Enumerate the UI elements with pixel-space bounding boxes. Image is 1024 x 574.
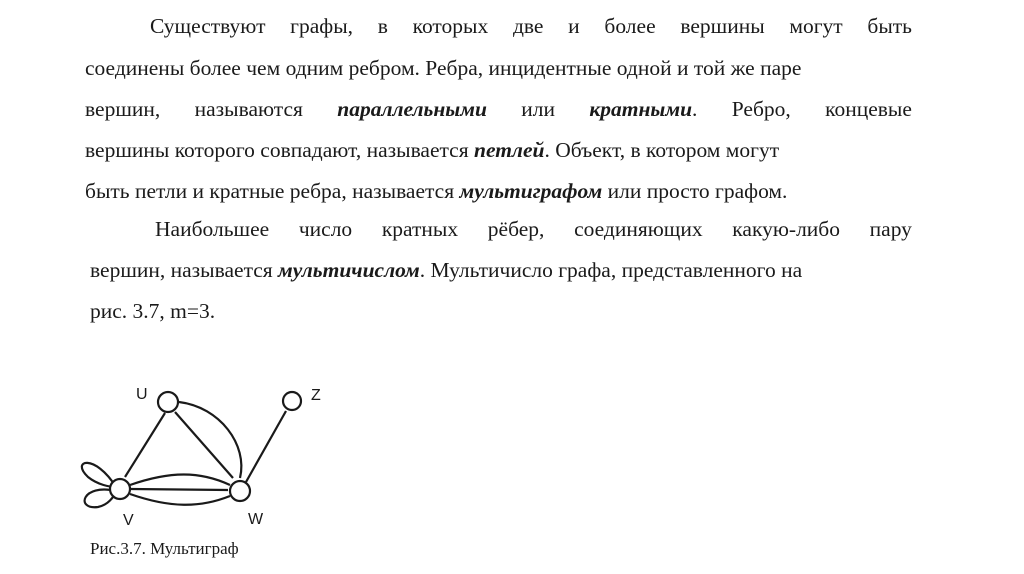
para1-line2: соединены более чем одним ребром. Ребра, инцидентные одной и той же паре — [85, 56, 802, 80]
word: вершины — [680, 14, 765, 38]
edge-u-v — [125, 413, 165, 477]
term-multiple-group — [589, 96, 697, 122]
vertex-v — [110, 479, 130, 499]
para2-line1 — [155, 216, 912, 242]
vertex-label-v: V — [123, 512, 134, 529]
vertex-u — [158, 392, 178, 412]
vertex-label-u: U — [136, 386, 148, 403]
word: более — [604, 14, 656, 38]
para1-line5 — [85, 178, 787, 204]
term-multiple: кратными — [589, 97, 693, 121]
word: Существуют — [150, 14, 266, 38]
para1-line1 — [150, 13, 912, 39]
para2-line2 — [90, 257, 802, 283]
word: называются — [194, 97, 303, 121]
word: пару — [869, 217, 912, 241]
edge-v-w — [130, 494, 230, 505]
word: вершин, — [85, 97, 161, 121]
para2-line3: рис. 3.7, m=3. — [90, 299, 216, 323]
text: . Объект, в котором могут — [544, 138, 780, 162]
word: быть — [867, 14, 912, 38]
vertex-z — [283, 392, 301, 410]
multigraph-figure — [70, 375, 340, 535]
word: рёбер, — [487, 217, 545, 241]
word: графы, — [290, 14, 354, 38]
word: какую-либо — [732, 217, 840, 241]
text: . Мультичисло графа, представленного на — [419, 258, 803, 282]
word: две — [512, 14, 544, 38]
term-loop: петлей — [473, 138, 545, 162]
word: Наибольшее — [155, 217, 270, 241]
word: могут — [789, 14, 843, 38]
text: вершины которого совпадают, называется — [85, 138, 474, 162]
word: . — [692, 97, 698, 121]
word: концевые — [825, 97, 912, 121]
term-parallel: параллельными — [337, 97, 487, 121]
term-multigraph: мультиграфом — [459, 179, 603, 203]
vertex-label-w: W — [248, 511, 264, 528]
figure-caption: Рис.3.7. Мультиграф — [90, 539, 239, 558]
vertex-w — [230, 481, 250, 501]
edge-v-w — [130, 475, 230, 486]
term-multinumber: мультичислом — [278, 258, 420, 282]
text: вершин, называется — [90, 258, 279, 282]
vertex-label-z: Z — [311, 387, 321, 404]
edge-u-w — [175, 412, 233, 478]
word: Ребро, — [731, 97, 791, 121]
word: которых — [412, 14, 489, 38]
edge-v-w — [131, 489, 228, 490]
edge-w-z — [246, 411, 286, 482]
word: в — [377, 14, 388, 38]
edge-u-w-curved — [179, 402, 241, 478]
word: кратных — [381, 217, 459, 241]
word: соединяющих — [574, 217, 703, 241]
para1-line3 — [85, 96, 912, 122]
word: или — [521, 97, 556, 121]
text: или просто графом. — [602, 179, 788, 203]
para1-line4 — [85, 137, 779, 163]
text: быть петли и кратные ребра, называется — [85, 179, 460, 203]
word: число — [298, 217, 353, 241]
word: и — [568, 14, 580, 38]
